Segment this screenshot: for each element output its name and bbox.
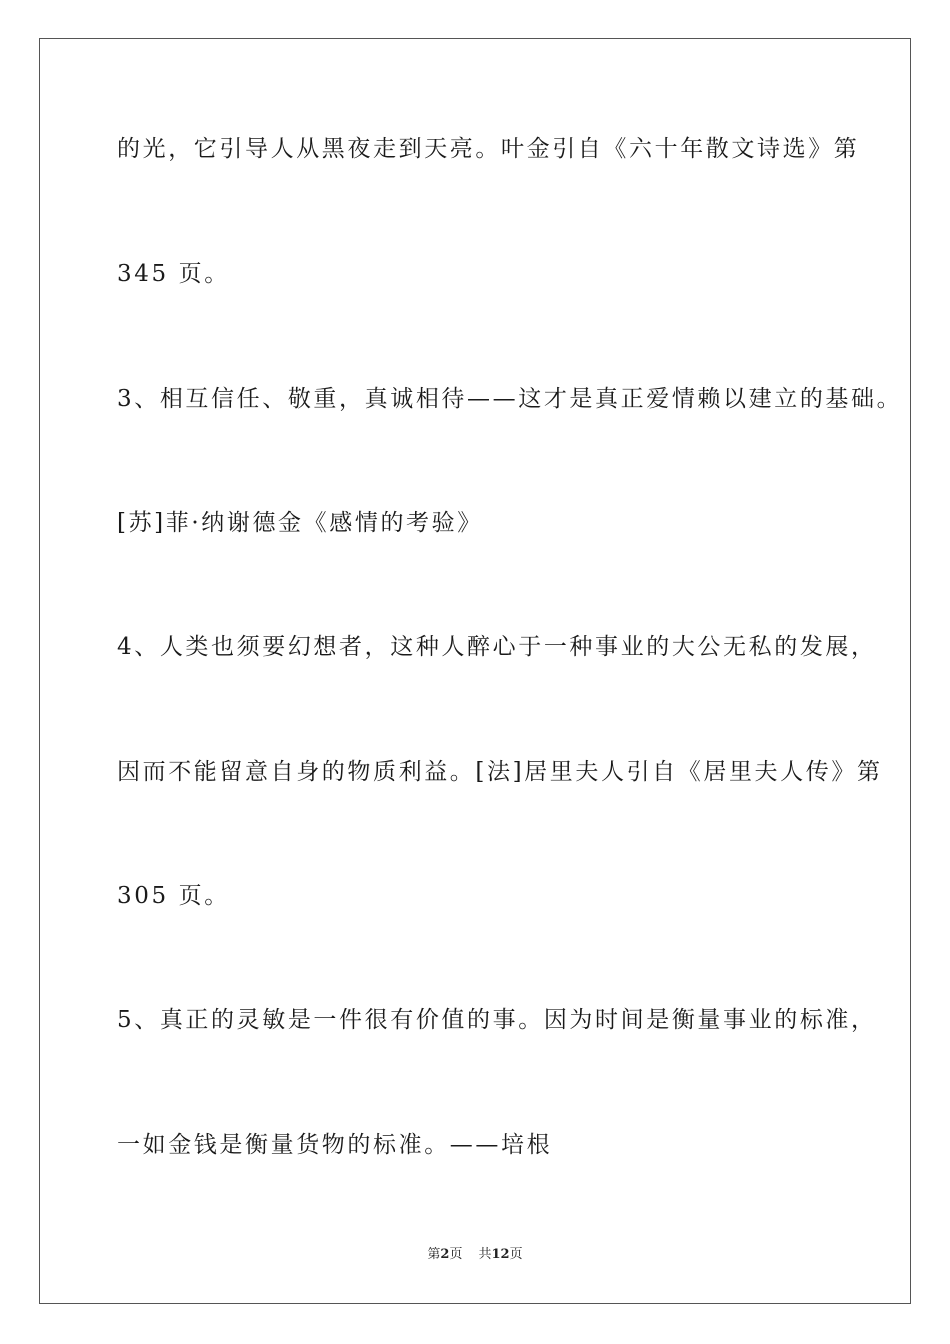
text-line-7: 305 页。 <box>117 883 230 909</box>
page-label-prefix: 第 <box>427 1247 441 1262</box>
text-line-9: 一如金钱是衡量货物的标准。——培根 <box>117 1132 553 1158</box>
text-line-2: 345 页。 <box>117 261 230 287</box>
page-frame <box>39 38 911 1304</box>
page-number: 2 <box>440 1247 450 1262</box>
text-line-6: 因而不能留意自身的物质利益。[法]居里夫人引自《居里夫人传》第 <box>117 759 883 785</box>
page-label-suffix: 页 <box>449 1247 463 1262</box>
page-footer <box>0 1248 950 1261</box>
total-label-prefix: 共 <box>478 1247 492 1262</box>
text-line-1: 的光，它引导人从黑夜走到天亮。叶金引自《六十年散文诗选》第 <box>117 136 860 162</box>
text-line-5: 4、人类也须要幻想者，这种人醉心于一种事业的大公无私的发展， <box>117 634 877 660</box>
total-label-suffix: 页 <box>509 1247 523 1262</box>
text-line-8: 5、真正的灵敏是一件很有价值的事。因为时间是衡量事业的标准， <box>117 1007 877 1033</box>
total-pages: 12 <box>491 1247 510 1262</box>
text-line-3: 3、相互信任、敬重，真诚相待——这才是真正爱情赖以建立的基础。 <box>117 386 903 412</box>
text-line-4: [苏]菲·纳谢德金《感情的考验》 <box>117 510 483 536</box>
